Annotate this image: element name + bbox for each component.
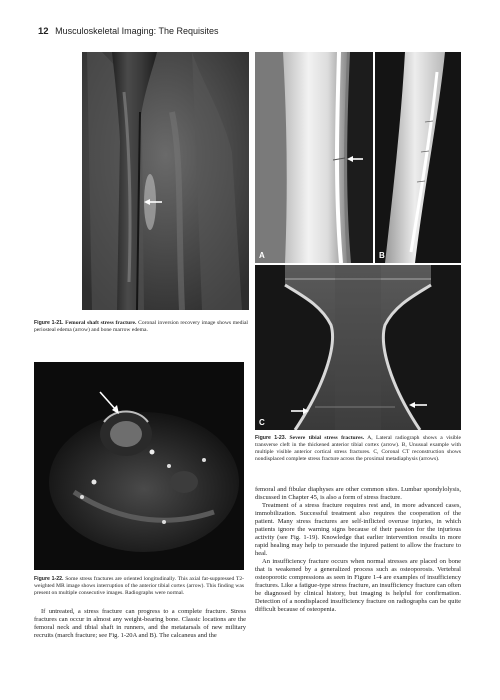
right-column-body [255, 486, 461, 614]
left-column-body [34, 608, 246, 640]
figure-1-23c-image [255, 265, 461, 430]
figure-1-23a-image [255, 52, 373, 263]
fig21-title: Femoral shaft stress fracture. [65, 320, 137, 326]
page-number: 12 [38, 26, 49, 37]
figure-1-21-image [82, 52, 249, 310]
fig22-label: Figure 1-22. [34, 576, 64, 582]
fig21-label: Figure 1-21. [34, 320, 64, 326]
panel-label-c: C [259, 418, 265, 427]
body-paragraph: femoral and fibular diaphyses are other common sites. Lumbar spondylolysis, discussed in Chapter 45, is also a form of stress fracture. [255, 486, 461, 501]
figure-1-23-caption [255, 435, 461, 463]
fig21-caption-text: Coronal inversion recovery image shows medial periosteal edema (arrow) and bone marrow edema. [34, 320, 248, 333]
figure-1-22-caption [34, 576, 244, 597]
running-title: Musculoskeletal Imaging: The Requisites [55, 26, 219, 36]
figure-1-23b-image [375, 52, 461, 263]
body-paragraph: If untreated, a stress fracture can progress to a complete fracture. Stress fractures can occur in almost any weight-bearing bone. Classic locations are the femoral neck and tibial shaft in runners, and the metatarsals of new military recruits (march fracture; see Fig. 1-20A and B). The calcaneus and the [34, 608, 246, 639]
panel-label-b: B [379, 251, 385, 260]
body-paragraph: Treatment of a stress fracture requires rest and, in more advanced cases, immobilization. Successful treatment also requires the cooperation of the patient. Many stress fractures are self-inflicted overuse injuries, in which patients ignore the warning signs because of their passion for the injurious activity (see Fig. 1-19). Knowledge that earlier intervention results in more rapid healing may help to persuade the injured patient to allow the fracture to heal. [255, 502, 461, 557]
panel-label-a: A [259, 251, 265, 260]
running-header [38, 26, 468, 37]
fig23-caption-text: A, Lateral radiograph shows a visible transverse cleft in the thickened anterior tibial cortex (arrow). B, Unusual example with multiple visible anterior cortical stress fractures. C, Coronal CT reconstruction shows nondisplaced complete stress fracture across the proximal metadiaphysis (arrows). [255, 435, 461, 462]
figure-1-22-image [34, 362, 244, 570]
fig23-label: Figure 1-23. [255, 435, 287, 441]
fig23-title: Severe tibial stress fractures. [289, 435, 365, 441]
body-paragraph: An insufficiency fracture occurs when normal stresses are placed on bone that is weakened by a generalized process such as osteoporosis. Vertebral osteoporotic compressions as seen in Figure 1-4 are examples of insufficiency fractures. Like a fatigue-type stress fracture, an insufficiency fracture can often be diagnosed by clinical history, but imaging is helpful for confirmation. Detection of a nondisplaced insufficiency fracture on radiographs can be quite difficult because of osteopenia. [255, 558, 461, 613]
figure-1-21-caption [34, 320, 248, 334]
fig22-caption-text: Some stress fractures are oriented longitudinally. This axial fat-suppressed T2-weighted MR image shows interruption of the anterior tibial cortex (arrow). This finding was present on multiple consecutive images. Radiographs were normal. [34, 576, 244, 596]
